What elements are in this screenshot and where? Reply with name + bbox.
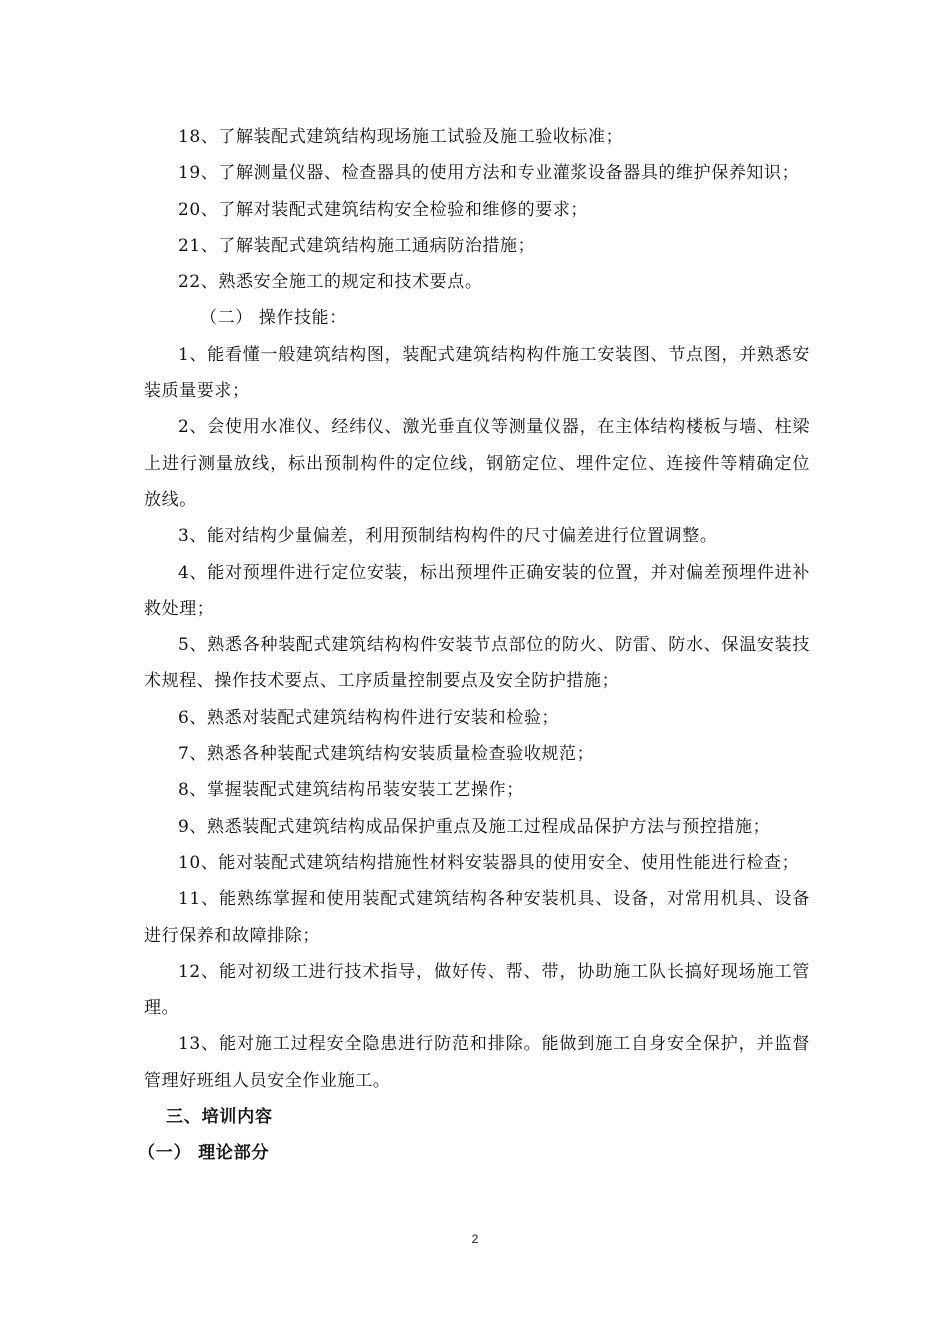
skill-item-1: 1、能看懂一般建筑结构图，装配式建筑结构构件施工安装图、节点图，并熟悉安装质量要求；: [144, 344, 810, 402]
skill-item-11: 11、能熟练掌握和使用装配式建筑结构各种安装机具、设备，对常用机具、设备进行保养和故障排除；: [144, 889, 810, 946]
skill-item-7: 7、熟悉各种装配式建筑结构安装质量检查验收规范；: [178, 744, 595, 765]
skill-item-10: 10、能对装配式建筑结构措施性材料安装器具的使用安全、使用性能进行检查；: [178, 852, 800, 873]
page-number: 2: [471, 1232, 479, 1246]
skill-item-13: 13、能对施工过程安全隐患进行防范和排除。能做到施工自身安全保护，并监督管理好班组人员安全作业施工。: [144, 1034, 810, 1091]
document-body: [138, 119, 810, 1172]
skill-item-5: 5、熟悉各种装配式建筑结构构件安装节点部位的防火、防雷、防水、保温安装技术规程、操作技术要点、工序质量控制要点及安全防护措施；: [144, 635, 810, 692]
paragraph-item-21: 21、了解装配式建筑结构施工通病防治措施；: [178, 235, 536, 256]
paragraph-item-20: 20、了解对装配式建筑结构安全检验和维修的要求；: [178, 199, 589, 220]
skill-item-2: 2、会使用水准仪、经纬仪、激光垂直仪等测量仪器，在主体结构楼板与墙、柱梁上进行测量放线，标出预制构件的定位线，钢筋定位、埋件定位、连接件等精确定位放线。: [144, 417, 810, 510]
paragraph-item-18: 18、了解装配式建筑结构现场施工试验及施工验收标准；: [178, 127, 624, 147]
subheading-operation-skills: （二） 操作技能：: [200, 308, 347, 329]
paragraph-item-22: 22、熟悉安全施工的规定和技术要点。: [178, 272, 483, 293]
subsection-heading: （一） 理论部分: [138, 1143, 270, 1164]
skill-item-6: 6、熟悉对装配式建筑结构构件进行安装和检验；: [178, 707, 560, 728]
skill-item-4: 4、能对预埋件进行定位安装，标出预埋件正确安装的位置，并对偏差预埋件进补救处理；: [144, 562, 810, 619]
paragraph-item-19: 19、了解测量仪器、检查器具的使用方法和专业灌浆设备器具的维护保养知识；: [178, 163, 800, 184]
skill-item-12: 12、能对初级工进行技术指导，做好传、帮、带，协助施工队长搞好现场施工管理。: [144, 961, 810, 1019]
skill-item-8: 8、掌握装配式建筑结构吊装安装工艺操作；: [178, 780, 524, 801]
section-heading: 三、培训内容: [166, 1107, 273, 1128]
skill-item-3: 3、能对结构少量偏差，利用预制结构构件的尺寸偏差进行位置调整。: [178, 526, 718, 547]
skill-item-9: 9、熟悉装配式建筑结构成品保护重点及施工过程成品保护方法与预控措施；: [178, 816, 771, 837]
